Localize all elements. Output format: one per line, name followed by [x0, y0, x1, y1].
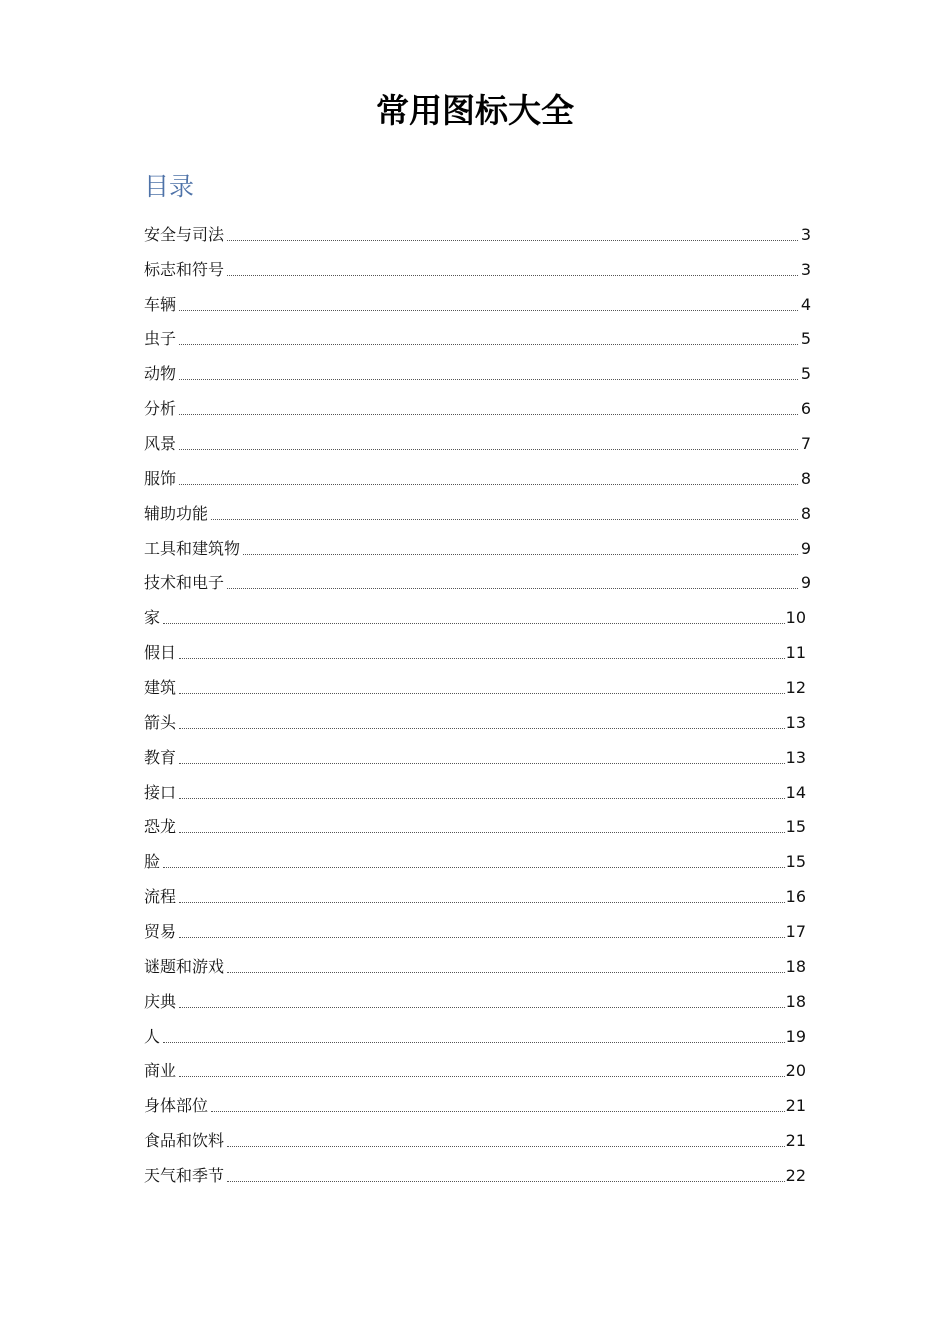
- toc-entry-page-number: 4: [800, 294, 811, 314]
- toc-dot-leader: [227, 240, 798, 241]
- toc-dot-leader: [163, 1042, 785, 1043]
- toc-dot-leader: [227, 1181, 785, 1182]
- toc-entry-page-number: 15: [785, 852, 806, 872]
- toc-entry-label: 技术和电子: [144, 573, 225, 593]
- toc-entry-page-number: 20: [785, 1061, 806, 1081]
- toc-dot-leader: [179, 1076, 785, 1077]
- toc-entry-label: 服饰: [144, 468, 177, 488]
- toc-dot-leader: [227, 275, 798, 276]
- toc-entry[interactable]: [144, 842, 811, 877]
- toc-entry[interactable]: [144, 773, 811, 808]
- toc-dot-leader: [227, 972, 785, 973]
- toc-dot-leader: [179, 937, 785, 938]
- toc-entry-label: 辅助功能: [144, 503, 209, 523]
- toc-entry-label: 接口: [144, 782, 177, 802]
- toc-dot-leader: [243, 554, 798, 555]
- toc-entry-label: 教育: [144, 747, 177, 767]
- toc-entry[interactable]: [144, 808, 811, 843]
- toc-entry[interactable]: [144, 564, 811, 599]
- toc-entry-label: 假日: [144, 643, 177, 663]
- toc-dot-leader: [179, 379, 798, 380]
- toc-entry[interactable]: [144, 424, 811, 459]
- toc-entry-page-number: 11: [785, 643, 806, 663]
- toc-entry-label: 脸: [144, 852, 161, 872]
- toc-entry-page-number: 22: [785, 1166, 806, 1186]
- toc-entry-label: 庆典: [144, 991, 177, 1011]
- toc-entry-page-number: 5: [800, 329, 811, 349]
- toc-entry[interactable]: [144, 912, 811, 947]
- toc-entry-page-number: 19: [785, 1026, 806, 1046]
- toc-entry[interactable]: [144, 877, 811, 912]
- toc-entry-label: 人: [144, 1026, 161, 1046]
- toc-dot-leader: [179, 728, 785, 729]
- toc-entry[interactable]: [144, 215, 811, 250]
- toc-entry-label: 箭头: [144, 712, 177, 732]
- toc-dot-leader: [179, 832, 785, 833]
- toc-entry-label: 恐龙: [144, 817, 177, 837]
- toc-dot-leader: [179, 763, 785, 764]
- toc-entry-label: 谜题和游戏: [144, 956, 225, 976]
- toc-entry-page-number: 7: [800, 434, 811, 454]
- toc-entry[interactable]: [144, 738, 811, 773]
- toc-entry[interactable]: [144, 529, 811, 564]
- toc-dot-leader: [179, 484, 798, 485]
- toc-entry-page-number: 9: [800, 573, 811, 593]
- toc-dot-leader: [179, 1007, 785, 1008]
- toc-entry-page-number: 5: [800, 364, 811, 384]
- toc-dot-leader: [179, 902, 785, 903]
- toc-dot-leader: [163, 623, 785, 624]
- toc-entry-label: 贸易: [144, 922, 177, 942]
- toc-entry-label: 车辆: [144, 294, 177, 314]
- toc-entry[interactable]: [144, 1017, 811, 1052]
- toc-entry[interactable]: [144, 1121, 811, 1156]
- toc-entry[interactable]: [144, 389, 811, 424]
- toc-dot-leader: [179, 414, 798, 415]
- toc-entry-page-number: 8: [800, 503, 811, 523]
- toc-entry-page-number: 16: [785, 887, 806, 907]
- toc-entry-page-number: 13: [785, 712, 806, 732]
- toc-dot-leader: [179, 310, 798, 311]
- toc-entry-page-number: 8: [800, 468, 811, 488]
- toc-entry-label: 天气和季节: [144, 1166, 225, 1186]
- toc-entry-page-number: 18: [785, 991, 806, 1011]
- toc-entry[interactable]: [144, 598, 811, 633]
- toc-entry[interactable]: [144, 285, 811, 320]
- toc-entry-page-number: 21: [785, 1096, 806, 1116]
- toc-entry-page-number: 17: [785, 922, 806, 942]
- toc-entry-label: 安全与司法: [144, 224, 225, 244]
- toc-entry[interactable]: [144, 1086, 811, 1121]
- toc-entry-label: 身体部位: [144, 1096, 209, 1116]
- toc-entry-label: 工具和建筑物: [144, 538, 241, 558]
- toc-entry-label: 动物: [144, 364, 177, 384]
- toc-entry-page-number: 9: [800, 538, 811, 558]
- toc-entry-page-number: 18: [785, 956, 806, 976]
- toc-entry-page-number: 3: [800, 259, 811, 279]
- toc-dot-leader: [163, 867, 785, 868]
- toc-entry-page-number: 13: [785, 747, 806, 767]
- toc-entry[interactable]: [144, 250, 811, 285]
- toc-entry[interactable]: [144, 1156, 811, 1191]
- toc-dot-leader: [211, 1111, 785, 1112]
- toc-entry[interactable]: [144, 633, 811, 668]
- toc-entry[interactable]: [144, 459, 811, 494]
- toc-dot-leader: [179, 693, 785, 694]
- toc-entry-label: 食品和饮料: [144, 1131, 225, 1151]
- toc-dot-leader: [179, 658, 785, 659]
- toc-entry-label: 分析: [144, 399, 177, 419]
- toc-entry[interactable]: [144, 947, 811, 982]
- toc-entry-page-number: 6: [800, 399, 811, 419]
- toc-entry-page-number: 21: [785, 1131, 806, 1151]
- toc-dot-leader: [227, 1146, 785, 1147]
- toc-entry-page-number: 12: [785, 678, 806, 698]
- toc-entry-label: 虫子: [144, 329, 177, 349]
- toc-entry-page-number: 3: [800, 224, 811, 244]
- toc-dot-leader: [179, 798, 785, 799]
- toc-entry[interactable]: [144, 354, 811, 389]
- toc-entry-label: 家: [144, 608, 161, 628]
- toc-dot-leader: [179, 449, 798, 450]
- toc-entry-page-number: 15: [785, 817, 806, 837]
- toc-entry-page-number: 10: [785, 608, 806, 628]
- table-of-contents: [144, 215, 811, 1191]
- toc-entry[interactable]: [144, 982, 811, 1017]
- toc-entry-label: 标志和符号: [144, 259, 225, 279]
- toc-entry-label: 商业: [144, 1061, 177, 1081]
- toc-entry-label: 建筑: [144, 678, 177, 698]
- toc-dot-leader: [179, 344, 798, 345]
- toc-entry[interactable]: [144, 668, 811, 703]
- toc-heading: 目录: [144, 172, 195, 201]
- toc-dot-leader: [211, 519, 798, 520]
- toc-entry-label: 流程: [144, 887, 177, 907]
- toc-entry[interactable]: [144, 494, 811, 529]
- toc-entry[interactable]: [144, 1052, 811, 1087]
- toc-dot-leader: [227, 588, 798, 589]
- toc-entry[interactable]: [144, 320, 811, 355]
- toc-entry-label: 风景: [144, 434, 177, 454]
- toc-entry-page-number: 14: [785, 782, 806, 802]
- document-title: 常用图标大全: [376, 91, 574, 130]
- toc-entry[interactable]: [144, 703, 811, 738]
